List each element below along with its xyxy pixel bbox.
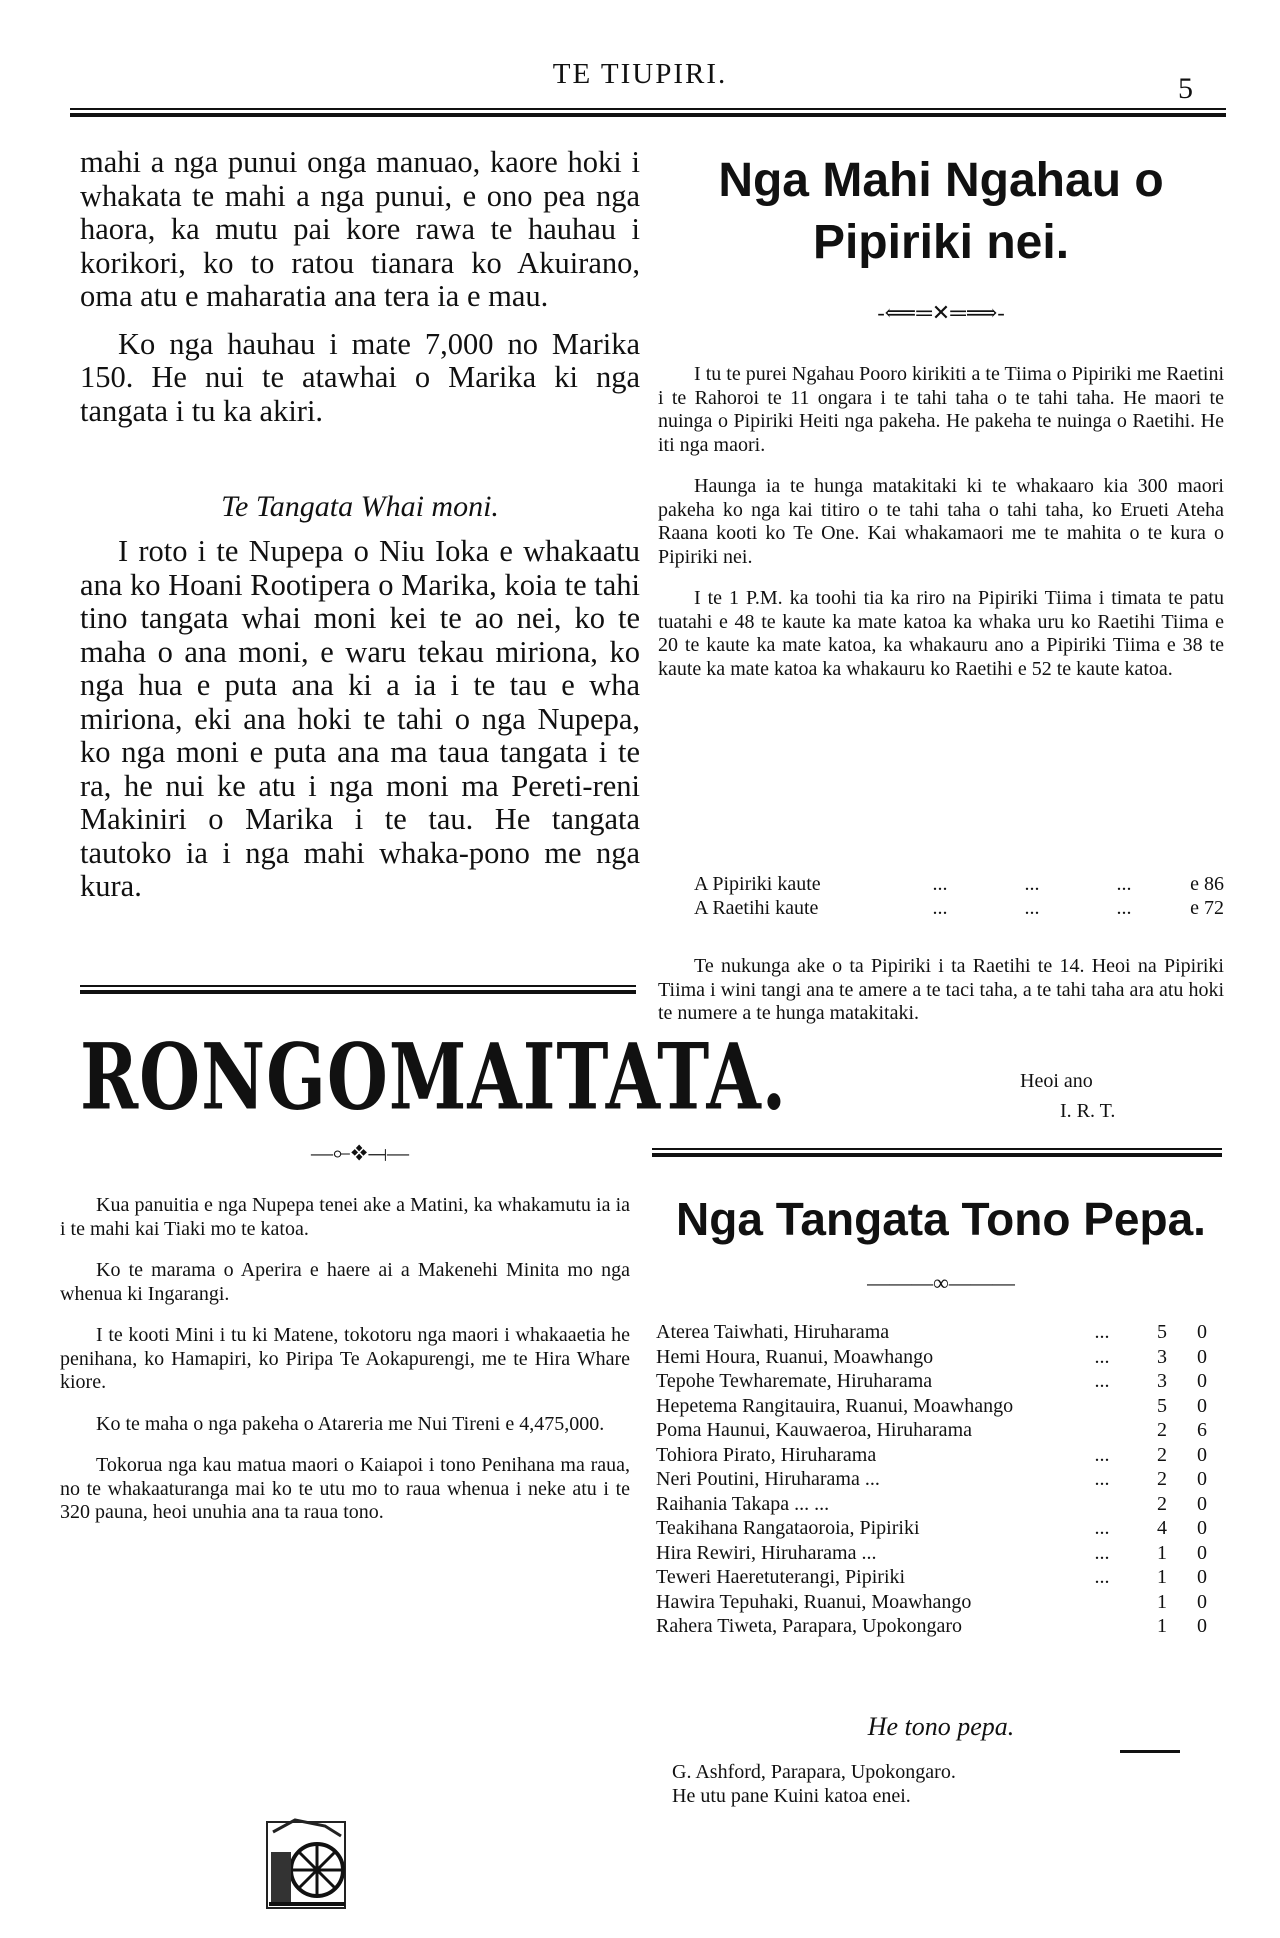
section-rule: [80, 985, 636, 987]
leader-dots: ...: [1094, 1443, 1110, 1466]
subscriber-name: Tepohe Tewharemate, Hiruharama: [656, 1370, 933, 1392]
news-item: Kua panuitia e nga Nupepa tenei ake a Matini, ka whakamutu ia ia i te mahi kai Tiaki mo te katoa.: [60, 1194, 630, 1240]
article-subheading: Te Tangata Whai moni.: [221, 490, 499, 523]
leader-dots: ...: [932, 897, 948, 919]
subscriber-name: Hepetema Rangitauira, Ruanui, Moawhango: [656, 1394, 1014, 1417]
paragraph: Ko nga hauhau i mate 7,000 no Marika 150. He nui te atawhai o Marika ki nga tangata i tu ka akiri.: [80, 326, 640, 428]
news-item: Ko te marama o Aperira e haere ai a Makenehi Minita mo nga whenua ki Ingarangi.: [60, 1259, 630, 1305]
subscriber-name: Neri Poutini, Hiruharama ...: [656, 1468, 880, 1490]
news-item: Tokorua nga kau matua maori o Kaiapoi i tono Penihana ma raua, no te whakaaturanga mai ko te utu mo to raua whenua i neke atu i te 320 pauna, heoi unuhia ana ta raua tono.: [60, 1454, 630, 1523]
leader-dots: ...: [1094, 1468, 1110, 1490]
news-item: I te kooti Mini i tu ki Matene, tokotoru nga maori i whakaaetia he penihana, ko Hamapiri, ko Piripa Te Aokapurengi, me te Hira Whare kiore.: [60, 1324, 630, 1393]
subscriber-name: Hira Rewiri, Hiruharama ...: [656, 1541, 877, 1564]
score-row: [658, 872, 1224, 896]
subscriber-name: Poma Haunui, Kauwaeroa, Hiruharama: [656, 1419, 972, 1441]
leader-dots: [1062, 1590, 1142, 1615]
amount-pence: 0: [1197, 1370, 1207, 1392]
amount-pence: 6: [1197, 1419, 1207, 1441]
page-number: 5: [1178, 72, 1193, 105]
score-value: e 86: [1190, 873, 1224, 895]
amount-shillings: 3: [1157, 1345, 1167, 1368]
subscriber-name: Aterea Taiwhati, Hiruharama: [656, 1321, 890, 1343]
amount-shillings: 2: [1157, 1419, 1167, 1441]
paragraph: I tu te purei Ngahau Pooro kirikiti a te Tiima o Pipiriki me Raetini i te Rahoroi te 11 ongara i te tahi taha o te tahi taha. He maori te nuinga o Pipiriki Heiti nga pakeha. He pakeha te nuinga o Raetihi. He iti nga maori.: [658, 363, 1224, 456]
leader-dots: ...: [1116, 873, 1132, 895]
ornament-divider: —⟜❖⟞—: [310, 1140, 410, 1165]
amount-pence: 0: [1197, 1345, 1207, 1368]
leader-dots: ...: [1024, 897, 1040, 919]
list-item: [656, 1565, 1222, 1590]
amount-pence: 0: [1197, 1443, 1207, 1466]
subscriber-name: Hemi Houra, Ruanui, Moawhango: [656, 1345, 934, 1368]
subscriber-name: Teweri Haeretuterangi, Pipiriki: [656, 1566, 906, 1588]
news-briefs: [60, 1194, 630, 1543]
left-article-top: [80, 146, 640, 442]
leader-dots: ...: [1024, 873, 1040, 895]
score-table: [658, 872, 1224, 920]
paragraph: Haunga ia te hunga matakitaki ki te whakaaro kia 300 maori pakeha ko nga kai titiro o te tahi taha o tahi taha, ko Erueti Ateha Raana kooti ko Te One. Kai whakamaori me te mahita o te kura o Pipiriki nei.: [658, 475, 1224, 568]
list-item: [656, 1443, 1222, 1468]
amount-shillings: 2: [1157, 1443, 1167, 1466]
leader-dots: [1062, 1614, 1142, 1639]
header-rule-thick: [70, 113, 1226, 117]
amount-shillings: 1: [1157, 1590, 1167, 1613]
amount-shillings: 4: [1157, 1517, 1167, 1539]
paragraph: I roto i te Nupepa o Niu Ioka e whakaatu ana ko Hoani Rootipera o Marika, koia te tahi tino tangata whai moni kei te ao nei, ko te maha o ana moni, e waru tekau miriona, ko nga hua e puta ana ki a ia i te tau e wha miriona, eki ana hoki te tahi o nga Nupepa, ko nga moni e puta ana ma taua tangata i te ra, he nui ke atu i nga moni ma Pereti-reni Makiniri o Marika i te tau. He tangata tautoko ia i nga mahi whaka-pono me nga kura.: [80, 534, 640, 903]
news-item: Ko te maha o nga pakeha o Atareria me Nui Tireni e 4,475,000.: [96, 1412, 605, 1435]
list-item: [656, 1467, 1222, 1492]
amount-pence: 0: [1197, 1517, 1207, 1539]
amount-pence: 0: [1197, 1321, 1207, 1343]
paragraph: mahi a nga punui onga manuao, kaore hoki i whakata te mahi a nga punui, e ono pea nga haora, ka mutu pai kore rawa te hauhau i korikori, ko to ratou tianara ko Akuirano, oma atu e maharatia ana tera ia e mau.: [80, 145, 640, 313]
amount-shillings: 2: [1157, 1468, 1167, 1490]
signature: I. R. T.: [1060, 1100, 1116, 1122]
amount-pence: 0: [1197, 1615, 1207, 1637]
running-head: TE TIUPIRI.: [552, 58, 728, 90]
left-article-rich: [80, 535, 640, 918]
leader-dots: ...: [1094, 1517, 1110, 1539]
list-item: [656, 1614, 1222, 1639]
list-item: [656, 1418, 1222, 1443]
leader-dots: ...: [1116, 897, 1132, 919]
article-heading-ngahau: Nga Mahi Ngahau o Pipiriki nei.: [718, 154, 1164, 269]
subscriber-list: [656, 1320, 1222, 1639]
subscriber-name: Tohiora Pirato, Hiruharama: [656, 1443, 877, 1466]
list-item: [656, 1369, 1222, 1394]
subscriber-name: Teakihana Rangataoroia, Pipiriki: [656, 1517, 920, 1539]
right-closing: [658, 955, 1224, 1044]
amount-pence: 0: [1197, 1566, 1207, 1588]
team-name: A Raetihi kaute: [694, 897, 819, 919]
short-rule: [1120, 1750, 1180, 1753]
amount-pence: 0: [1197, 1394, 1207, 1417]
subscriber-name: Hawira Tepuhaki, Ruanui, Moawhango: [656, 1590, 972, 1613]
leader-dots: ...: [1094, 1541, 1110, 1564]
header-rule-thin: [70, 108, 1226, 110]
amount-pence: 0: [1197, 1468, 1207, 1490]
leader-dots: [1062, 1394, 1142, 1419]
section-rule: [652, 1148, 1222, 1150]
ornament-divider: -⟸═✕═⟹-: [877, 300, 1005, 325]
subscriber-name: Rahera Tiweta, Parapara, Upokongaro: [656, 1615, 963, 1637]
list-item: [656, 1492, 1222, 1517]
amount-shillings: 1: [1157, 1566, 1167, 1588]
list-item: [656, 1320, 1222, 1345]
list-item: [656, 1394, 1222, 1419]
amount-shillings: 1: [1157, 1615, 1167, 1637]
leader-dots: [1062, 1418, 1142, 1443]
right-article: [658, 363, 1224, 699]
tono-line: He utu pane Kuini katoa enei.: [672, 1785, 911, 1807]
list-item: [656, 1590, 1222, 1615]
list-item: [656, 1541, 1222, 1566]
amount-pence: 0: [1197, 1541, 1207, 1564]
tono-line: G. Ashford, Parapara, Upokongaro.: [672, 1761, 956, 1783]
list-item: [656, 1345, 1222, 1370]
score-value: e 72: [1190, 897, 1224, 919]
section-rule: [652, 1153, 1222, 1157]
amount-pence: 0: [1197, 1590, 1207, 1613]
section-rule: [80, 990, 636, 994]
leader-dots: ...: [1094, 1370, 1110, 1392]
woodcut-illustration: [265, 1812, 347, 1910]
ornament-divider: ———∞———: [867, 1270, 1015, 1295]
subscriber-name: Raihania Takapa ... ...: [656, 1492, 830, 1515]
leader-dots: ...: [1094, 1345, 1110, 1368]
amount-shillings: 5: [1157, 1394, 1167, 1417]
leader-dots: ...: [1094, 1321, 1110, 1343]
leader-dots: ...: [932, 873, 948, 895]
paragraph: I te 1 P.M. ka toohi tia ka riro na Pipiriki Tiima i timata te patu tuatahi e 48 te kaute ka mate katoa ka whaka uru ko Raetihi Tiima e 20 te kaute ka mate katoa, ka whakauru ano a Pipiriki Tiima e 38 te kaute ka mate katoa ka whakauru ko Raetihi e 52 te kaute katoa.: [658, 587, 1224, 680]
amount-shillings: 1: [1157, 1541, 1167, 1564]
list-heading: Nga Tangata Tono Pepa.: [676, 1193, 1206, 1245]
signoff: Heoi ano: [1020, 1070, 1093, 1092]
amount-pence: 0: [1197, 1492, 1207, 1515]
paragraph: Te nukunga ake o ta Pipiriki i ta Raetihi te 14. Heoi na Pipiriki Tiima i wini tangi ana te amere a te taci taha, a te tahi taha ara atu hoki te numere a te hunga matakitaki.: [658, 955, 1224, 1024]
list-item: [656, 1516, 1222, 1541]
masthead-rongomaitata: RONGOMAITATA.: [80, 1022, 788, 1131]
tono-heading: He tono pepa.: [867, 1712, 1015, 1741]
tono-notes: [672, 1760, 956, 1808]
leader-dots: [1062, 1492, 1142, 1517]
leader-dots: ...: [1094, 1566, 1110, 1588]
amount-shillings: 3: [1157, 1370, 1167, 1392]
amount-shillings: 2: [1157, 1492, 1167, 1515]
team-name: A Pipiriki kaute: [694, 873, 821, 895]
score-row: [658, 896, 1224, 920]
amount-shillings: 5: [1157, 1321, 1167, 1343]
